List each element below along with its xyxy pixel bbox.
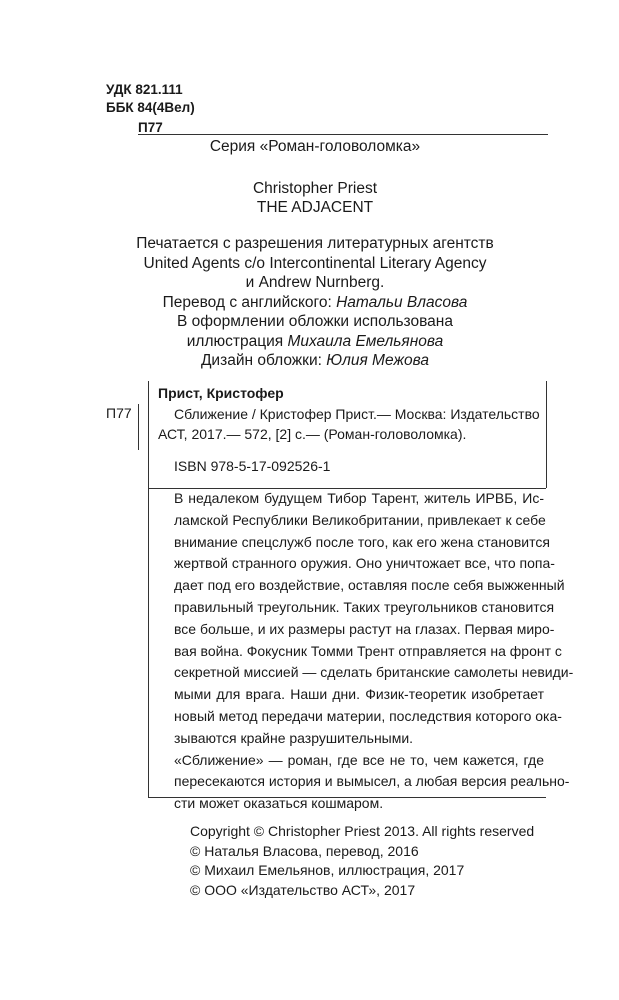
card-author-mark: П77 (106, 405, 132, 421)
original-title: THE ADJACENT (256, 199, 374, 216)
copyright-line: © ООО «Издательство АСТ», 2017 (190, 881, 416, 898)
designer-name: Юлия Межова (326, 352, 430, 369)
copyright-line: © Наталья Власова, перевод, 2016 (190, 842, 419, 859)
annotation-line: мыми для врага. Наши дни. Физик-теоретик изобретает (174, 686, 544, 703)
author-mark-rule (138, 404, 139, 450)
illustration-label: иллюстрация (186, 332, 288, 350)
annotation-line: дает под его воздействие, оставляя после себя выжженный (174, 577, 565, 594)
copyright-block (190, 822, 534, 900)
annotation-paragraph-2 (158, 750, 570, 815)
design-label: Дизайн обложки: (200, 352, 327, 369)
bib-author: Прист, Кристофер (158, 385, 284, 401)
copyright-line: © Михаил Емельянов, иллюстрация, 2017 (190, 862, 465, 878)
translator-name: Натальи Власова (336, 293, 468, 311)
annotation-line: зываются крайне разрушительными. (174, 729, 414, 746)
annotation-paragraph-1 (158, 488, 574, 750)
annotation-line: правильный треугольник. Таких треугольников становится (174, 598, 555, 615)
annotation-line: пересекаются история и вымысел, а любая версия реально- (174, 773, 570, 790)
bib-desc-line: Сближение / Кристофер Прист.— Москва: Издательство (174, 406, 540, 422)
illustration-credit (100, 332, 530, 352)
permission-line: и Andrew Nurnberg. (245, 274, 385, 291)
permission-block (100, 234, 530, 371)
annotation (158, 488, 574, 815)
annotation-line: сти может оказаться кошмаром. (174, 795, 384, 812)
translation-credit (100, 293, 530, 313)
cover-credit-line: В оформлении обложки использована (177, 313, 453, 330)
udk-code: УДК 821.111 (106, 82, 183, 97)
original-author: Christopher Priest (252, 180, 378, 197)
bib-desc-line: АСТ, 2017.— 572, [2] с.— (Роман-головоломка). (158, 425, 467, 442)
annotation-line: «Сближение» — роман, где все не то, чем кажется, где (174, 751, 544, 768)
card-left-border (148, 381, 149, 797)
annotation-line: жертвой странного оружия. Оно уничтожает все, что попа- (174, 555, 555, 572)
bib-description (158, 405, 544, 444)
top-divider (138, 134, 548, 135)
annotation-line: все больше, и их размеры растут на глазах. Первая миро- (174, 620, 555, 637)
design-credit (100, 351, 530, 371)
translation-label: Перевод с английского: (162, 293, 337, 311)
bbk-code: ББК 84(4Вел) (106, 100, 195, 115)
series-title: Серия «Роман-головоломка» (209, 138, 421, 155)
annotation-line: внимание спецслужб после того, как его жена становится (174, 533, 550, 550)
annotation-line: секретной миссией — сделать британские самолеты невиди- (174, 664, 574, 681)
copyright-line: Copyright © Christopher Priest 2013. All rights reserved (190, 823, 535, 839)
illustrator-name: Михаила Емельянова (287, 332, 444, 350)
permission-line: United Agents c/o Intercontinental Literary Agency (143, 254, 487, 272)
annotation-line: вая война. Фокусник Томми Трент отправляется на фронт с (174, 642, 562, 659)
annotation-line: ламской Республики Великобритании, привлекает к себе (174, 511, 546, 528)
isbn: ISBN 978-5-17-092526-1 (174, 458, 331, 474)
permission-line: Печатается с разрешения литературных агентств (136, 235, 494, 252)
author-mark: П77 (138, 120, 163, 135)
annotation-line: новый метод передачи материи, последствия которого ока- (174, 707, 562, 724)
annotation-line: В недалеком будущем Тибор Тарент, житель ИРВБ, Ис- (174, 490, 544, 506)
